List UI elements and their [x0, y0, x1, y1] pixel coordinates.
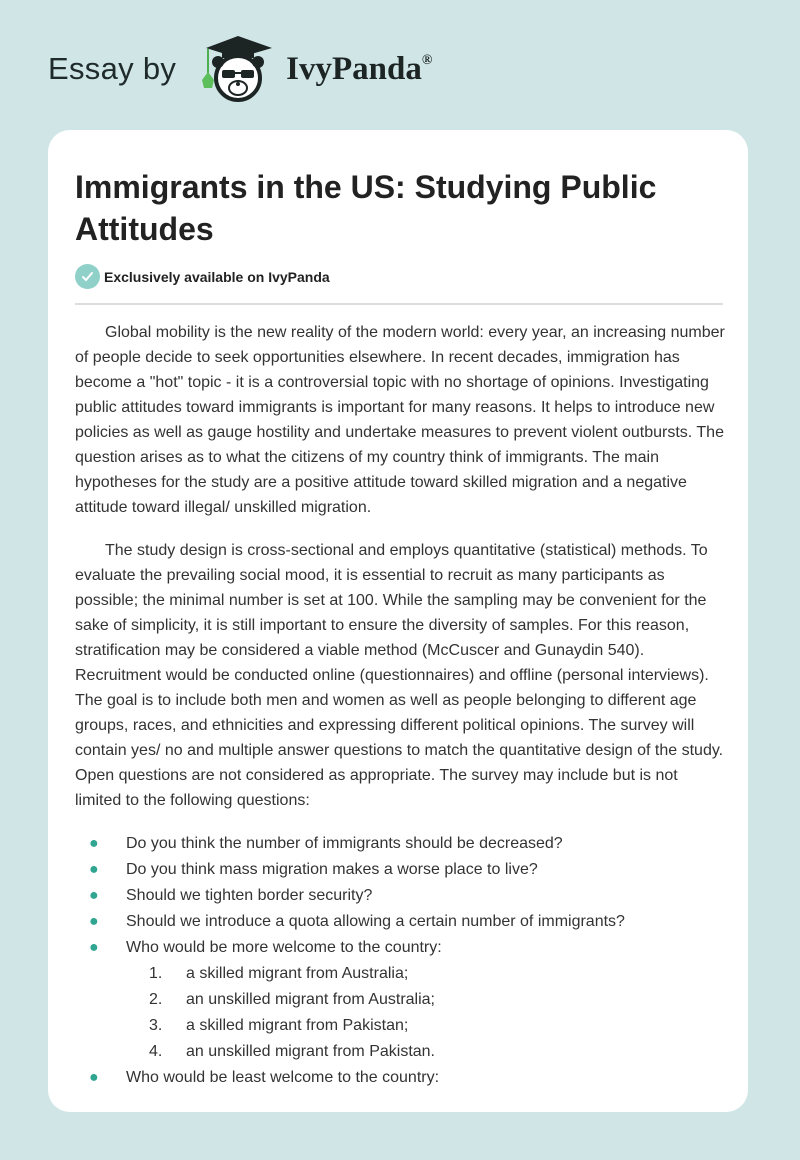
list-item-text: Should we introduce a quota allowing a certain number of immigrants? — [126, 913, 625, 930]
item-number: 4. — [149, 1043, 163, 1060]
site-header — [48, 34, 432, 104]
sublist-item-text: an unskilled migrant from Pakistan. — [186, 1043, 435, 1060]
list-item — [75, 857, 727, 883]
brand-name[interactable] — [286, 51, 432, 88]
list-item-text: Who would be least welcome to the country: — [126, 1069, 440, 1086]
page-title: Immigrants in the US: Studying Public Attitudes — [75, 169, 657, 247]
panda-logo-icon[interactable] — [196, 34, 280, 104]
sublist-item-text: a skilled migrant from Pakistan; — [186, 1017, 409, 1034]
question-list — [75, 831, 727, 961]
question-list-continued — [75, 1065, 727, 1091]
bullet-icon: ● — [89, 835, 99, 852]
badge-text: Exclusively available on IvyPanda — [104, 268, 330, 285]
list-item — [75, 909, 727, 935]
list-item-text: Who would be more welcome to the country: — [126, 939, 442, 956]
sublist-item — [75, 1039, 727, 1065]
bullet-icon: ● — [89, 887, 99, 904]
paragraph: Global mobility is the new reality of the modern world: every year, an increasing number of people decide to seek opportunities elsewhere. In recent decades, immigration has become a "hot" topic - it is a controversial topic with no shortage of opinions. Investigating public attitudes toward immigrants is important for many reasons. It helps to introduce new policies as well as gauge hostility and undertake measures to prevent violent outbursts. The question arises as to what the citizens of my country think of immigrants. The main hypotheses for the study are a positive attitude toward skilled migration and a negative attitude toward illegal/ unskilled migration. — [75, 324, 725, 516]
sublist-item — [75, 961, 727, 987]
bullet-icon: ● — [89, 1069, 99, 1086]
sublist-item-text: a skilled migrant from Australia; — [186, 965, 409, 982]
bullet-icon: ● — [89, 939, 99, 956]
bullet-icon: ● — [89, 861, 99, 878]
essay-card — [48, 130, 748, 1112]
exclusive-badge — [75, 264, 330, 289]
list-item — [75, 883, 727, 909]
list-item-text: Do you think mass migration makes a worse place to live? — [126, 861, 538, 878]
bullet-icon: ● — [89, 913, 99, 930]
check-icon — [75, 264, 100, 289]
sublist-item — [75, 987, 727, 1013]
divider — [75, 303, 723, 305]
list-item — [75, 935, 727, 961]
brand-text: IvyPanda — [286, 50, 422, 87]
item-number: 2. — [149, 991, 163, 1008]
article-body — [75, 320, 727, 1091]
essay-by-label: Essay by — [48, 51, 177, 86]
list-item — [75, 831, 727, 857]
registered-mark: ® — [421, 52, 433, 68]
sublist-item-text: an unskilled migrant from Australia; — [186, 991, 435, 1008]
list-item — [75, 1065, 727, 1091]
item-number: 3. — [149, 1017, 163, 1034]
item-number: 1. — [149, 965, 163, 982]
list-item-text: Do you think the number of immigrants should be decreased? — [126, 835, 563, 852]
numbered-sublist — [75, 961, 727, 1065]
list-item-text: Should we tighten border security? — [126, 887, 373, 904]
sublist-item — [75, 1013, 727, 1039]
paragraph: The study design is cross-sectional and employs quantitative (statistical) methods. To evaluate the prevailing social mood, it is essential to recruit as many participants as possible; the minimal number is set at 100. While the sampling may be convenient for the sake of simplicity, it is still important to ensure the diversity of samples. For this reason, stratification may be considered a viable method (McCuscer and Gunaydin 540). Recruitment would be conducted online (questionnaires) and offline (personal interviews). The goal is to include both men and women as well as people belonging to different age groups, races, and ethnicities and expressing different political opinions. The survey will contain yes/ no and multiple answer questions to match the quantitative design of the study. Open questions are not considered as appropriate. The survey may include but is not limited to the following questions: — [75, 542, 724, 809]
